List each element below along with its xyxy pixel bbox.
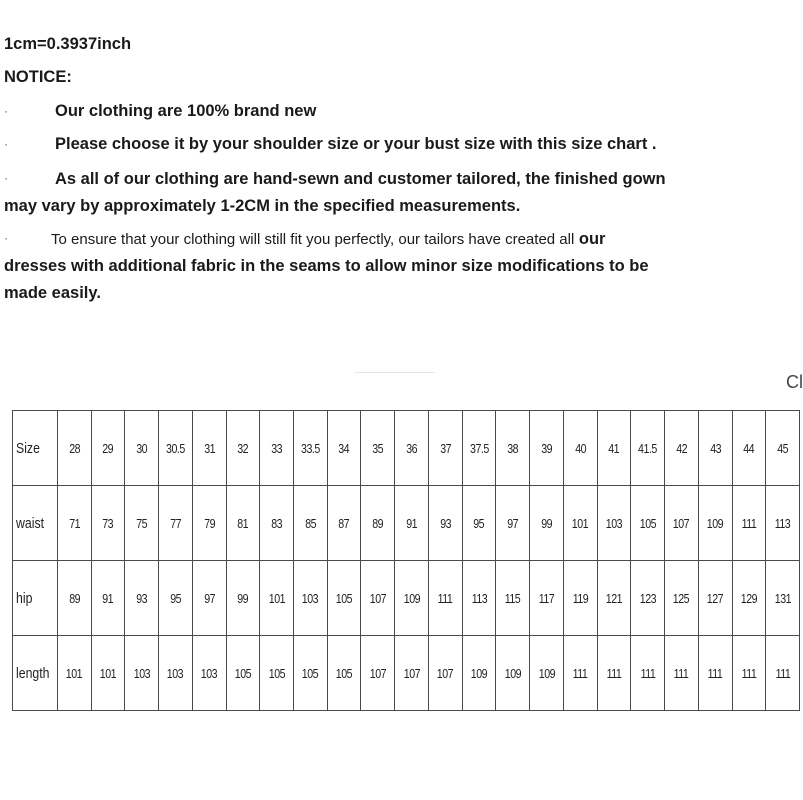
table-cell <box>428 411 462 486</box>
table-cell <box>563 411 597 486</box>
table-cell <box>260 561 294 636</box>
table-cell <box>698 411 732 486</box>
cell-value: 35 <box>372 440 384 456</box>
table-cell <box>698 561 732 636</box>
cell-value: 111 <box>606 665 622 681</box>
cell-value: 99 <box>541 515 552 531</box>
table-cell <box>631 411 665 486</box>
cell-value: 131 <box>774 590 791 606</box>
table-cell <box>766 561 800 636</box>
table-cell <box>530 411 564 486</box>
cell-value: 105 <box>335 665 353 681</box>
table-cell <box>361 411 395 486</box>
table-cell <box>226 636 260 711</box>
table-cell <box>766 411 800 486</box>
cell-value: 109 <box>706 515 724 531</box>
cell-value: 79 <box>203 515 215 531</box>
bullet-dot: · <box>4 231 8 245</box>
table-cell <box>530 486 564 561</box>
table-cell <box>260 636 294 711</box>
table-cell <box>159 561 193 636</box>
table-cell <box>732 561 766 636</box>
table-cell <box>530 561 564 636</box>
table-cell <box>226 561 260 636</box>
table-cell <box>125 486 159 561</box>
cell-value: 31 <box>203 440 215 456</box>
table-row <box>13 561 800 636</box>
table-cell <box>293 561 327 636</box>
cell-value: 111 <box>741 665 757 681</box>
table-cell <box>597 561 631 636</box>
cell-value: 81 <box>237 515 249 531</box>
bullet-dot: · <box>4 104 8 118</box>
cell-value: 111 <box>437 590 453 606</box>
cell-value: 109 <box>504 665 521 681</box>
cell-value: 99 <box>237 590 249 606</box>
cell-value: 109 <box>538 665 555 681</box>
cell-value: 73 <box>102 515 114 531</box>
cell-value: 111 <box>775 665 790 681</box>
cell-value: 71 <box>68 515 80 531</box>
table-cell <box>496 636 530 711</box>
notice-line-fit <box>51 229 605 250</box>
table-cell <box>665 561 699 636</box>
notice-line-hand-sewn: As all of our clothing are hand-sewn and customer tailored, the finished gown <box>55 170 666 188</box>
cell-value: 44 <box>743 440 755 456</box>
row-header-label: Size <box>16 439 40 457</box>
table-cell <box>395 411 429 486</box>
notice-line-fit-end: made easily. <box>4 284 101 302</box>
table-cell <box>57 486 91 561</box>
cell-value: 129 <box>740 590 758 606</box>
table-cell <box>159 636 193 711</box>
cell-value: 91 <box>102 590 114 606</box>
row-header <box>13 486 58 561</box>
cell-value: 97 <box>507 515 519 531</box>
table-cell <box>192 561 226 636</box>
table-cell <box>395 636 429 711</box>
row-header <box>13 636 58 711</box>
table-cell <box>698 636 732 711</box>
cell-value: 107 <box>437 665 454 681</box>
table-cell <box>496 486 530 561</box>
notice-line-fit-light: To ensure that your clothing will still fit you perfectly, our tailors have created all <box>51 231 575 248</box>
cell-value: 107 <box>673 515 690 531</box>
table-cell <box>91 486 125 561</box>
unit-conversion: 1cm=0.3937inch <box>4 35 132 53</box>
cell-value: 93 <box>136 590 148 606</box>
row-header-label: hip <box>16 589 33 607</box>
cell-value: 105 <box>234 665 252 681</box>
notice-heading: NOTICE: <box>4 68 72 86</box>
cell-value: 103 <box>201 665 218 681</box>
row-header <box>13 561 58 636</box>
table-cell <box>563 561 597 636</box>
table-cell <box>91 411 125 486</box>
cell-value: 111 <box>640 665 656 681</box>
table-cell <box>496 561 530 636</box>
cell-value: 101 <box>572 515 589 531</box>
table-cell <box>327 636 361 711</box>
table-cell <box>395 561 429 636</box>
notice-line-hand-sewn-cont: may vary by approximately 1-2CM in the specified measurements. <box>4 197 521 215</box>
cell-value: 45 <box>777 440 789 456</box>
table-cell <box>631 561 665 636</box>
cell-value: 95 <box>169 590 181 606</box>
table-cell <box>597 486 631 561</box>
table-row <box>13 411 800 486</box>
table-cell <box>226 486 260 561</box>
row-header <box>13 411 58 486</box>
table-cell <box>698 486 732 561</box>
size-chart-table <box>12 410 800 711</box>
cell-value: 89 <box>372 515 384 531</box>
row-header-label: waist <box>16 514 45 532</box>
cell-value: 33.5 <box>300 440 320 456</box>
table-cell <box>732 636 766 711</box>
cropped-label: Cl <box>786 372 803 392</box>
table-cell <box>631 486 665 561</box>
cell-value: 113 <box>471 590 487 606</box>
cell-value: 111 <box>572 665 588 681</box>
table-cell <box>125 636 159 711</box>
table-cell <box>293 636 327 711</box>
notice-line-fit-bold: our <box>574 230 606 248</box>
bullet-dot: · <box>4 171 8 185</box>
table-cell <box>361 486 395 561</box>
table-cell <box>766 636 800 711</box>
cell-value: 89 <box>68 590 80 606</box>
table-cell <box>57 561 91 636</box>
table-cell <box>462 561 496 636</box>
table-cell <box>665 636 699 711</box>
cell-value: 91 <box>406 515 417 531</box>
table-cell <box>631 636 665 711</box>
table-cell <box>428 486 462 561</box>
table-cell <box>192 636 226 711</box>
table-cell <box>462 486 496 561</box>
cell-value: 115 <box>505 590 521 606</box>
cell-value: 101 <box>99 665 117 681</box>
cell-value: 117 <box>538 590 555 606</box>
cell-value: 39 <box>541 440 552 456</box>
cell-value: 37 <box>439 440 451 456</box>
table-cell <box>125 411 159 486</box>
cell-value: 95 <box>473 515 485 531</box>
cell-value: 105 <box>335 590 353 606</box>
table-cell <box>766 486 800 561</box>
table-cell <box>293 486 327 561</box>
cell-value: 43 <box>709 440 721 456</box>
cell-value: 111 <box>674 665 689 681</box>
table-cell <box>57 636 91 711</box>
cell-value: 101 <box>268 590 285 606</box>
table-cell <box>732 411 766 486</box>
table-cell <box>260 486 294 561</box>
cell-value: 105 <box>639 515 656 531</box>
cell-value: 103 <box>167 665 184 681</box>
table-cell <box>159 411 193 486</box>
cell-value: 125 <box>673 590 690 606</box>
cell-value: 77 <box>169 515 181 531</box>
cell-value: 83 <box>271 515 283 531</box>
cell-value: 93 <box>439 515 451 531</box>
cell-value: 111 <box>741 515 757 531</box>
cell-value: 119 <box>572 590 588 606</box>
cell-value: 75 <box>136 515 148 531</box>
table-cell <box>125 561 159 636</box>
table-cell <box>496 411 530 486</box>
table-cell <box>428 636 462 711</box>
cell-value: 109 <box>403 590 420 606</box>
cell-value: 37.5 <box>469 440 489 456</box>
table-cell <box>665 411 699 486</box>
cell-value: 111 <box>707 665 723 681</box>
table-cell <box>361 561 395 636</box>
cell-value: 28 <box>68 440 80 456</box>
cell-value: 103 <box>133 665 150 681</box>
cell-value: 30 <box>136 440 148 456</box>
cell-value: 30.5 <box>166 440 185 456</box>
cell-value: 107 <box>369 590 386 606</box>
row-header-label: length <box>16 664 50 682</box>
cell-value: 36 <box>406 440 417 456</box>
notice-line-fit-cont: dresses with additional fabric in the seams to allow minor size modifications to be <box>4 257 649 275</box>
cell-value: 32 <box>237 440 249 456</box>
cell-value: 107 <box>369 665 386 681</box>
table-cell <box>91 561 125 636</box>
table-cell <box>530 636 564 711</box>
cell-value: 123 <box>639 590 656 606</box>
cell-value: 105 <box>302 665 319 681</box>
cell-value: 109 <box>470 665 488 681</box>
table-cell <box>597 411 631 486</box>
cell-value: 103 <box>302 590 319 606</box>
cell-value: 105 <box>268 665 285 681</box>
divider <box>355 372 435 373</box>
bullet-dot: · <box>4 137 8 151</box>
table-row <box>13 636 800 711</box>
table-cell <box>327 486 361 561</box>
cell-value: 97 <box>203 590 215 606</box>
cell-value: 121 <box>605 590 623 606</box>
cell-value: 33 <box>271 440 283 456</box>
table-cell <box>563 486 597 561</box>
table-cell <box>192 486 226 561</box>
notice-line-brand-new: Our clothing are 100% brand new <box>55 102 317 120</box>
notice-line-choose-size: Please choose it by your shoulder size or your bust size with this size chart . <box>55 135 657 153</box>
table-cell <box>192 411 226 486</box>
cell-value: 85 <box>304 515 316 531</box>
table-cell <box>327 411 361 486</box>
table-cell <box>597 636 631 711</box>
cell-value: 40 <box>574 440 586 456</box>
cell-value: 113 <box>774 515 791 531</box>
table-cell <box>732 486 766 561</box>
table-cell <box>563 636 597 711</box>
cell-value: 41 <box>608 440 620 456</box>
table-cell <box>91 636 125 711</box>
cell-value: 101 <box>66 665 83 681</box>
table-cell <box>293 411 327 486</box>
cell-value: 107 <box>403 665 420 681</box>
cell-value: 87 <box>338 515 350 531</box>
cell-value: 103 <box>605 515 623 531</box>
cell-value: 42 <box>675 440 687 456</box>
table-row <box>13 486 800 561</box>
cell-value: 41.5 <box>638 440 658 456</box>
cell-value: 38 <box>507 440 519 456</box>
cell-value: 127 <box>706 590 724 606</box>
table-cell <box>327 561 361 636</box>
table-cell <box>226 411 260 486</box>
table-cell <box>462 636 496 711</box>
cell-value: 34 <box>338 440 350 456</box>
table-cell <box>395 486 429 561</box>
table-cell <box>361 636 395 711</box>
table-cell <box>260 411 294 486</box>
table-cell <box>57 411 91 486</box>
table-cell <box>462 411 496 486</box>
table-cell <box>428 561 462 636</box>
table-cell <box>665 486 699 561</box>
cell-value: 29 <box>102 440 114 456</box>
table-cell <box>159 486 193 561</box>
